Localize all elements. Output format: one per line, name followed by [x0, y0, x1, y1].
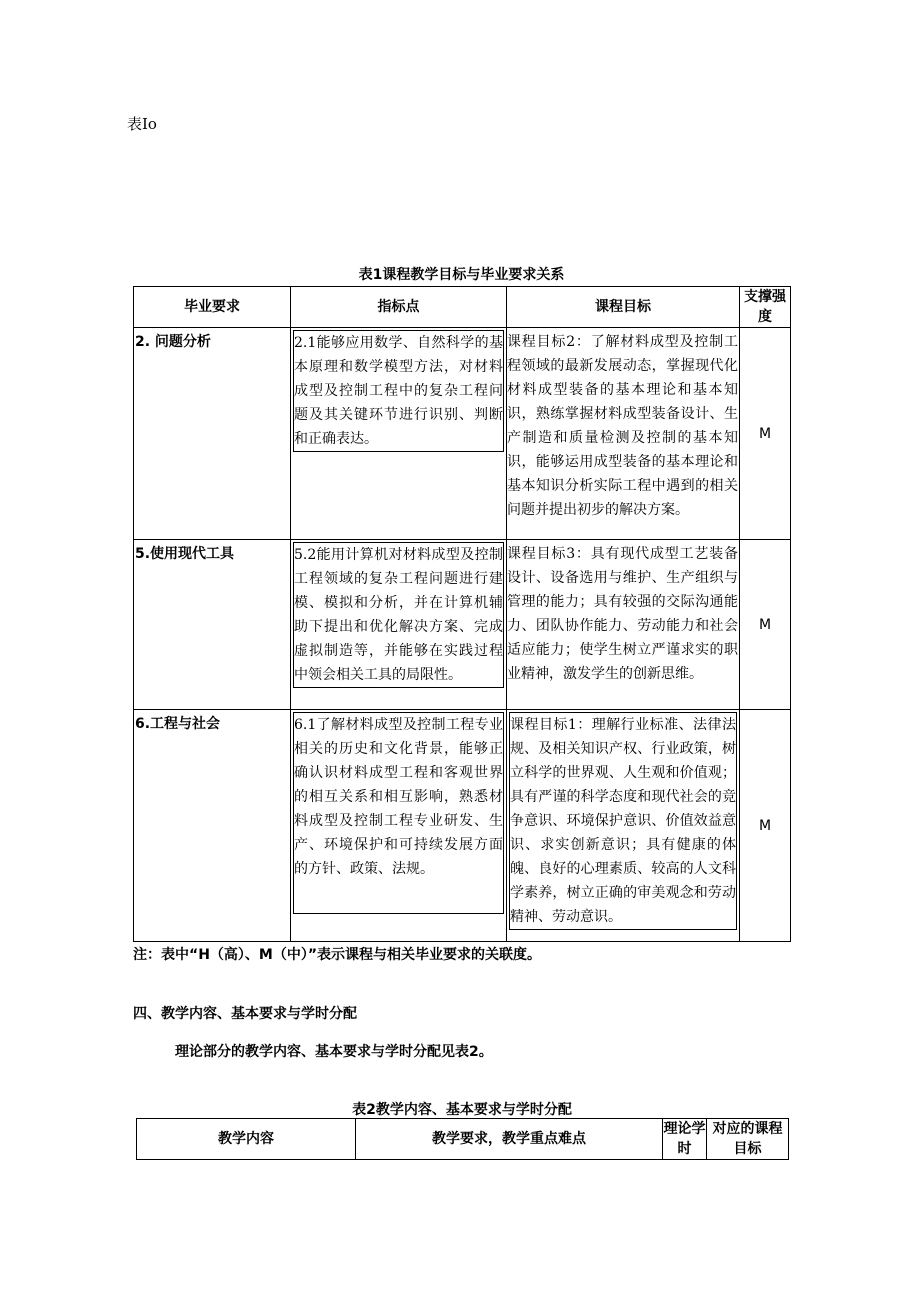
- table2-header-row: [137, 1119, 789, 1160]
- teaching-content-table: [136, 1118, 789, 1160]
- objective-cell: [507, 540, 740, 710]
- indicator-cell: [291, 710, 507, 942]
- header-strength: 支撑强度: [740, 287, 791, 328]
- indicator-cell: [291, 540, 507, 710]
- table-row: [134, 328, 791, 540]
- section-paragraph: 理论部分的教学内容、基本要求与学时分配见表2。: [175, 1044, 493, 1060]
- header-requirement: 毕业要求: [134, 287, 291, 328]
- objective-text: 课程目标1：理解行业标准、法律法规、及相关知识产权、行业政策，树立科学的世界观、人生观和价值观；具有严谨的科学态度和现代社会的竞争意识、环境保护意识、价值效益意识、求实创新意识；具有健康的体魄、良好的心理素质、较高的人文科学素养，树立正确的审美观念和劳动精神、劳动意识。: [509, 712, 737, 930]
- objective-cell: [507, 328, 740, 540]
- indicator-text: 2.1能够应用数学、自然科学的基本原理和数学模型方法，对材料成型及控制工程中的复杂工程问题及其关键环节进行识别、判断和正确表达。: [293, 330, 504, 452]
- header-indicator: 指标点: [291, 287, 507, 328]
- table1-header-row: [134, 287, 791, 328]
- table1-caption: 表1课程教学目标与毕业要求关系: [358, 267, 565, 283]
- table2-caption: 表2教学内容、基本要求与学时分配: [352, 1102, 572, 1118]
- table1-note: 注：表中“H（高）、M（中）”表示课程与相关毕业要求的关联度。: [133, 947, 542, 963]
- objective-text: 课程目标2：了解材料成型及控制工程领域的最新发展动态，掌握现代化材料成型装备的基本理论和基本知识，熟练掌握材料成型装备设计、生产制造和质量检测及控制的基本知识，能够运用成型装备的基本理论和基本知识分析实际工程中遇到的相关问题并提出初步的解决方案。: [507, 334, 738, 518]
- table-row: [134, 540, 791, 710]
- section-heading: 四、教学内容、基本要求与学时分配: [133, 1006, 357, 1022]
- header-course-objective: 对应的课程目标: [707, 1119, 789, 1160]
- objective-cell: [507, 710, 740, 942]
- objective-text: 课程目标3：具有现代成型工艺装备设计、设备选用与维护、生产组织与管理的能力；具有较强的交际沟通能力、团队协作能力、劳动能力和社会适应能力；使学生树立严谨求实的职业精神，激发学生的创新思维。: [507, 546, 738, 682]
- header-hours: 理论学时: [663, 1119, 707, 1160]
- requirement-cell: 6.工程与社会: [134, 710, 291, 942]
- table-row: [134, 710, 791, 942]
- requirement-cell: 5.使用现代工具: [134, 540, 291, 710]
- header-requirements: 教学要求，教学重点难点: [356, 1119, 663, 1160]
- header-content: 教学内容: [137, 1119, 356, 1160]
- indicator-cell: [291, 328, 507, 540]
- top-label: 表Io: [127, 115, 157, 133]
- strength-cell: M: [740, 328, 791, 540]
- strength-cell: M: [740, 710, 791, 942]
- indicator-text: 5.2能用计算机对材料成型及控制工程领域的复杂工程问题进行建模、模拟和分析，并在计算机辅助下提出和优化解决方案、完成虚拟制造等，并能够在实践过程中领会相关工具的局限性。: [293, 542, 504, 688]
- strength-cell: M: [740, 540, 791, 710]
- indicator-text: 6.1了解材料成型及控制工程专业相关的历史和文化背景，能够正确认识材料成型工程和客观世界的相互关系和相互影响，熟悉材料成型及控制工程专业研发、生产、环境保护和可持续发展方面的方针、政策、法规。: [293, 712, 504, 914]
- requirement-cell: 2. 问题分析: [134, 328, 291, 540]
- header-objective: 课程目标: [507, 287, 740, 328]
- objectives-requirements-table: [133, 286, 791, 942]
